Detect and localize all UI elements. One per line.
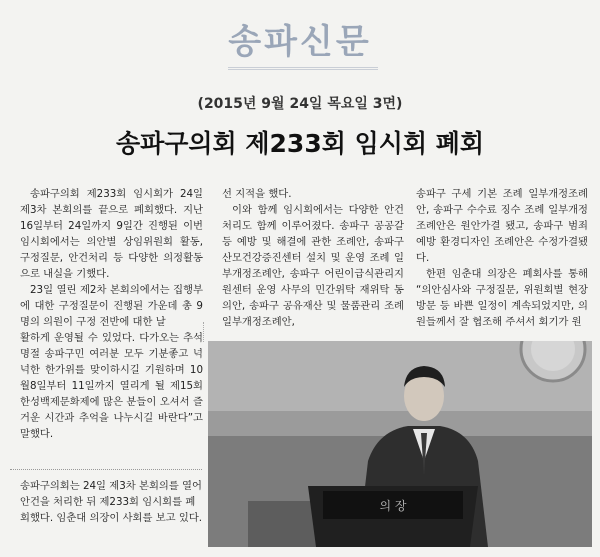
masthead-rule [228, 67, 378, 70]
paragraph: 선 지적을 했다. [222, 188, 292, 200]
caption-divider [10, 469, 202, 470]
masthead: 송파신문 [228, 22, 372, 62]
paragraph: 활하게 운영될 수 있었다. 다가오는 추석명절 송파구민 여러분 모두 기분좋고 넉넉한 한가위를 맞이하시길 기원하며 10월8일부터 11일까지 열리게 될 제15회 한성백제문화제에 많은 분들이 오셔서 즐거운 시간과 추억을 나누시길 바란다”고 말했다. [20, 332, 203, 440]
article-headline: 송파구의회 제233회 임시회 폐회 [115, 129, 485, 158]
article-column-3 [416, 186, 588, 330]
photo-council-chairman [208, 341, 592, 547]
paragraph: 송파구의회 제233회 임시회가 24일 제3차 본회의를 끝으로 폐회했다. 지난 16일부터 24일까지 9일간 진행된 이번 임시회에서는 의안별 상임위원회 활동, 구정질문, 안건처리 등 다양한 의정활동으로 내실을 기했다. [20, 188, 203, 280]
photo-illustration [208, 341, 592, 547]
article-column-2 [222, 186, 404, 330]
article-column-1-continued [20, 330, 203, 442]
photo-caption: 송파구의회는 24일 제3차 본회의를 열어 안건을 처리한 뒤 제233회 임시회를 폐회했다. 임춘대 의장이 사회를 보고 있다. [20, 480, 203, 524]
date-line: (2015년 9월 24일 목요일 3면) [197, 96, 403, 112]
paragraph: 이와 함께 임시회에서는 다양한 안건처리도 함께 이루어졌다. 송파구 공공갈등 예방 및 해결에 관한 조례안, 송파구 산모건강증진센터 설치 및 운영 조례 일부개정조례안, 송파구 어린이급식관리지원센터 운영 사무의 민간위탁 재위탁 동의안, 송파구 공유재산 및 물품관리 조례 일부개정조례안, [222, 204, 404, 328]
article-column-1 [20, 186, 203, 330]
paragraph: 23일 열린 제2차 본회의에서는 집행부에 대한 구정질문이 진행된 가운데 총 9명의 의원이 구정 전반에 대한 날 [20, 284, 203, 328]
podium-label: 의 장 [379, 499, 407, 513]
paragraph: 한편 임춘대 의장은 폐회사를 통해 “의안심사와 구정질문, 위원회별 현장방문 등 바쁜 일정이 계속되었지만, 의원들께서 잘 협조해 주셔서 회기가 원 [416, 268, 588, 328]
column-divider [203, 322, 204, 342]
paragraph: 송파구 구세 기본 조례 일부개정조례안, 송파구 수수료 징수 조례 일부개정조례안은 원안가결 됐고, 송파구 범죄예방 환경디자인 조례안은 수정가결됐다. [416, 188, 588, 264]
